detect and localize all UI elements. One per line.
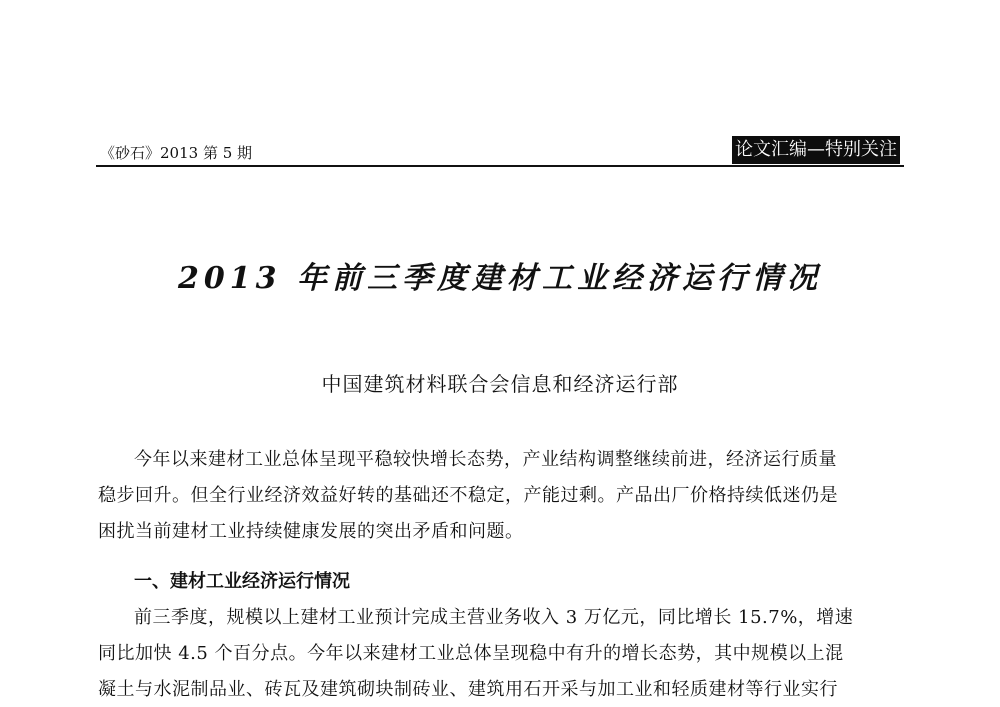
paragraph-section1 [98, 600, 904, 707]
paragraph-line: 今年以来建材工业总体呈现平稳较快增长态势，产业结构调整继续前进，经济运行质量 [134, 449, 837, 470]
paragraph-intro [98, 442, 904, 550]
section-heading: 一、建材工业经济运行情况 [134, 571, 350, 592]
paragraph-line: 稳步回升。但全行业经济效益好转的基础还不稳定，产能过剩。产品出厂价格持续低迷仍是 [98, 485, 838, 506]
article-author: 中国建筑材料联合会信息和经济运行部 [321, 372, 679, 396]
header-divider [96, 165, 904, 167]
journal-issue-header: 《砂石》2013 第 5 期 [100, 144, 253, 162]
article-title: 2013 年前三季度建材工业经济运行情况 [178, 261, 822, 296]
paragraph-line: 同比加快 4.5 个百分点。今年以来建材工业总体呈现稳中有升的增长态势，其中规模以上混 [98, 643, 844, 664]
paragraph-line: 凝土与水泥制品业、砖瓦及建筑砌块制砖业、建筑用石开采与加工业和轻质建材等行业实行 [98, 679, 838, 700]
column-label-banner: 论文汇编—特别关注 [732, 136, 900, 164]
paragraph-line: 前三季度，规模以上建材工业预计完成主营业务收入 3 万亿元，同比增长 15.7%，增速 [134, 607, 854, 628]
paragraph-line: 困扰当前建材工业持续健康发展的突出矛盾和问题。 [98, 521, 524, 542]
